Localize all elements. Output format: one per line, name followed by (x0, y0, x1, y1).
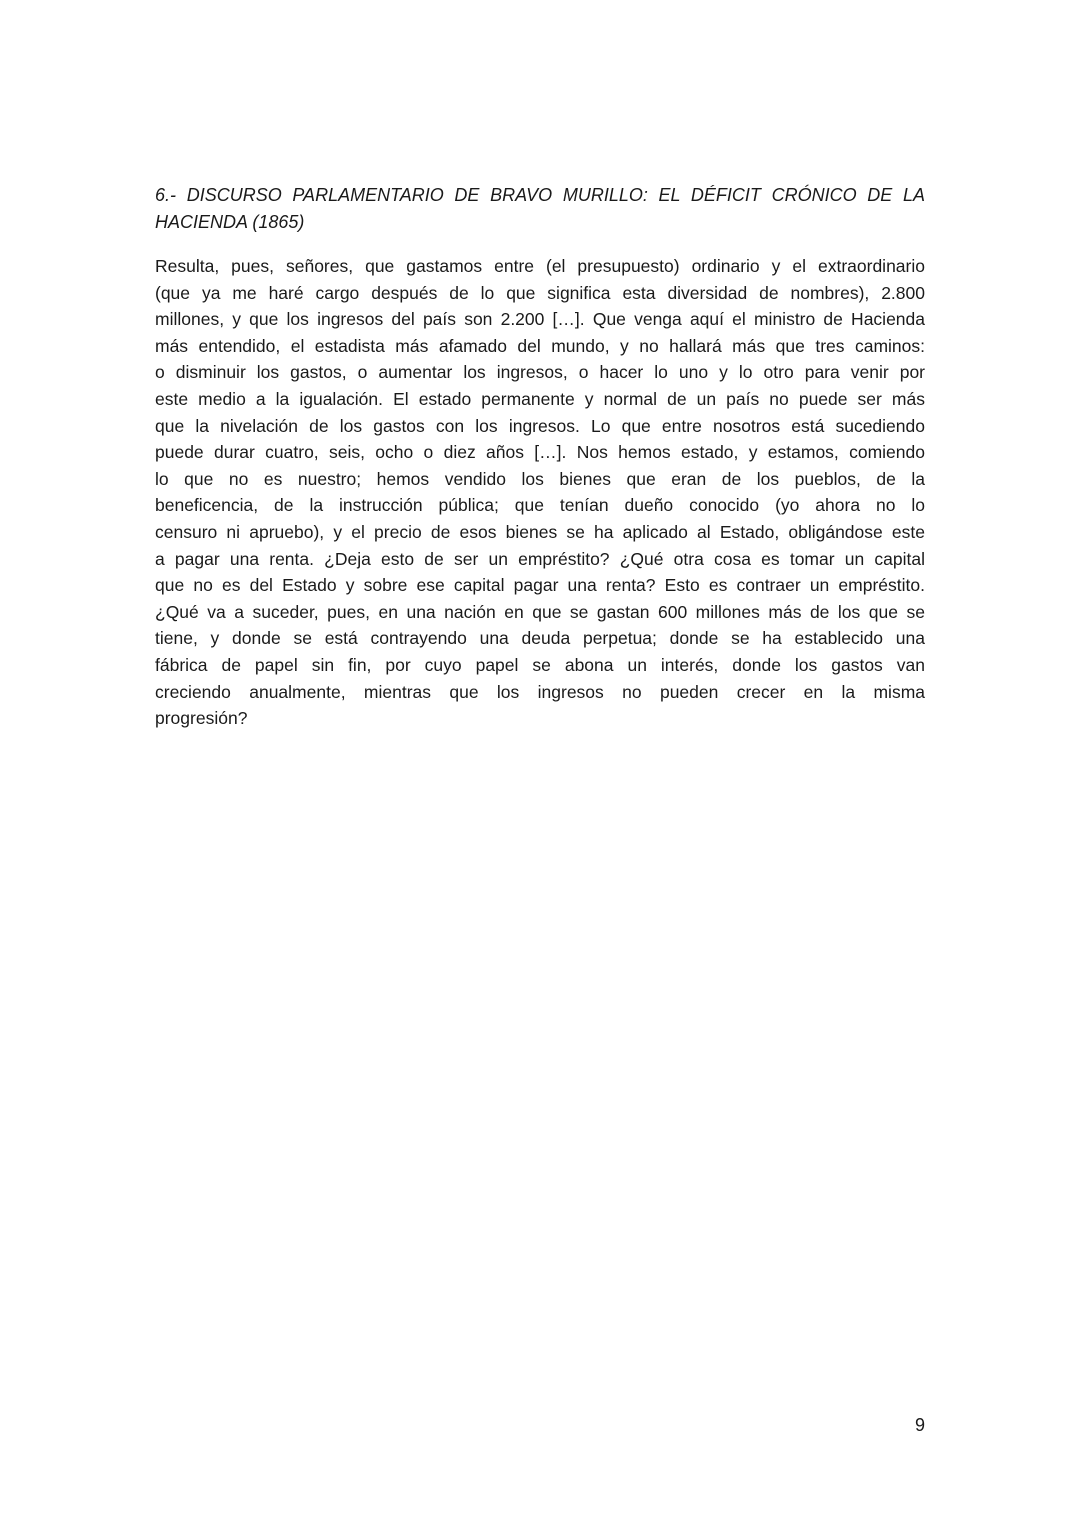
document-title (155, 182, 925, 235)
paragraph-line: lo que no es nuestro; hemos vendido los bienes que eran de los pueblos, de la (155, 468, 925, 489)
paragraph-line: que no es del Estado y sobre ese capital pagar una renta? Esto es contraer un empréstito. (155, 575, 925, 596)
paragraph-line: ¿Qué va a suceder, pues, en una nación en que se gastan 600 millones más de los que se (155, 601, 925, 622)
paragraph-line: este medio a la igualación. El estado permanente y normal de un país no puede ser más (155, 388, 925, 409)
paragraph-line: (que ya me haré cargo después de lo que significa esta diversidad de nombres), 2.800 (155, 282, 925, 303)
title-line: 6.- DISCURSO PARLAMENTARIO DE BRAVO MURILLO: EL DÉFICIT CRÓNICO DE LA (155, 185, 925, 205)
paragraph-line: fábrica de papel sin fin, por cuyo papel se abona un interés, donde los gastos van (155, 654, 925, 675)
paragraph-line: Resulta, pues, señores, que gastamos entre (el presupuesto) ordinario y el extraordinario (155, 256, 925, 276)
paragraph-line: beneficencia, de la instrucción pública; que tenían dueño conocido (yo ahora no lo (155, 495, 925, 516)
paragraph-line: tiene, y donde se está contrayendo una deuda perpetua; donde se ha establecido una (155, 628, 925, 649)
page-number: 9 (914, 1415, 925, 1435)
paragraph-line: censuro ni apruebo), y el precio de esos bienes se ha aplicado al Estado, obligándose este (155, 521, 925, 542)
paragraph-line: puede durar cuatro, seis, ocho o diez años […]. Nos hemos estado, y estamos, comiendo (155, 442, 925, 463)
paragraph-line: más entendido, el estadista más afamado del mundo, y no hallará más que tres caminos: (155, 335, 925, 356)
paragraph-line: que la nivelación de los gastos con los ingresos. Lo que entre nosotros está sucediendo (155, 415, 925, 436)
paragraph-line: progresión? (155, 708, 248, 729)
paragraph-line: millones, y que los ingresos del país son 2.200 […]. Que venga aquí el ministro de Hacienda (155, 309, 925, 330)
paragraph-line: a pagar una renta. ¿Deja esto de ser un empréstito? ¿Qué otra cosa es tomar un capital (155, 548, 925, 569)
paragraph-line: creciendo anualmente, mientras que los ingresos no pueden crecer en la misma (155, 681, 925, 702)
paragraph-line: o disminuir los gastos, o aumentar los ingresos, o hacer lo uno y lo otro para venir por (155, 362, 925, 383)
speech-paragraph (155, 253, 925, 732)
title-line: HACIENDA (1865) (155, 211, 305, 232)
